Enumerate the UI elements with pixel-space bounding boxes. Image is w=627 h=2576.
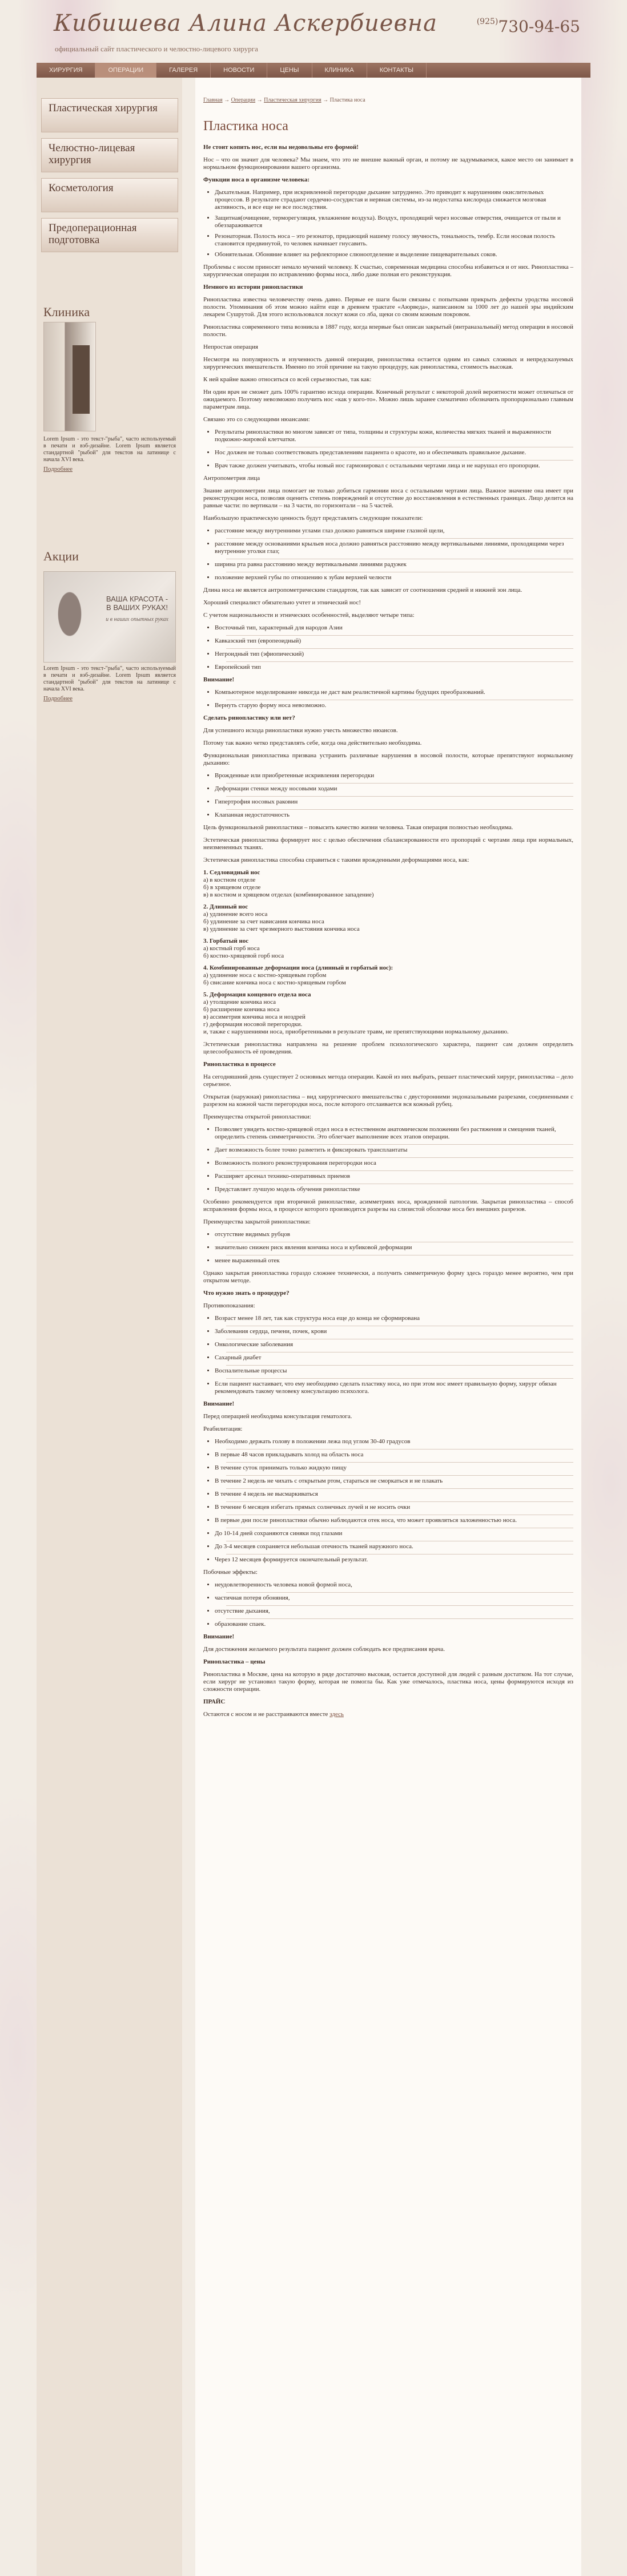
actions-text: Lorem Ipsum - это текст-"рыба", часто используемый в печати и вэб-дизайне. Lorem Ipsum является стандартной "рыбой" для текстов на латинице с начала XVI века. [43,665,176,692]
section-heading: Сделать ринопластику или нет? [203,714,295,721]
paragraph: Особенно рекомендуется при вторичной ринопластике, асимметриях носа, врожденной патологии. Закрытая ринопластика – способ исправления формы носа, в процессе которого производятся разрезы на слизистой оболочке носа без внешних разрезов. [203,1198,573,1213]
list [215,689,573,709]
list [215,1126,573,1193]
deformation-line: б) свисание кончика носа с костно-хрящевым горбом [203,979,346,986]
list-item: • Защитная(очищение, терморегуляция, увлажнение воздуха). Воздух, проходящий через носовые отверстия, очищается от пыли и обеззараживается [215,215,573,229]
closing-link[interactable]: здесь [329,1711,344,1718]
list [215,624,573,671]
phone-digits: 730-94-65 [498,17,580,36]
list-item: • отсутствие видимых рубцов [215,1231,573,1238]
deformation-line: 3. Горбатый нос [203,938,249,944]
paragraph: Побочные эффекты: [203,1569,258,1576]
list-divider [226,809,573,810]
section-heading: Что нужно знать о процедуре? [203,1290,290,1297]
site-title[interactable]: Кибишева Алина Аскербиевна [54,10,437,37]
list-divider [226,1501,573,1502]
clinic-heading: Клиника [43,305,90,319]
deformation-line: 1. Седловидный нос [203,869,260,876]
list-divider [226,661,573,662]
paragraph: С учетом национальности и этнических особенностей, выделяют четыре типа: [203,612,415,619]
lead: Не стоит копить нос, если вы недовольны его формой! [203,144,359,151]
list-item: • Заболевания сердца, печени, почек, крови [215,1328,573,1335]
list-item: • В первые дни после ринопластики обычно наблюдаются отек носа, что может проявляться заложенностью носа. [215,1517,573,1524]
paragraph: Наибольшую практическую ценность будут представлять следующие показатели: [203,515,423,522]
deformation-line [203,899,573,903]
breadcrumb: Главная → Операции → Пластическая хирургия → Пластика носа [203,97,365,103]
list-item: • Восточный тип, характерный для народов Азии [215,624,573,632]
paragraph: Знание антропометрии лица помогает не только добиться гармонии носа с остальными чертами лица. Важное значение она имеет при реконструкции носа, позволяя оценить степень повреждений и отсутствие до восстановления в естественных границах. Лицо делится на равные части: по вертикали – на 3 части, по горизонтали – на 5 частей. [203,487,573,509]
clinic-text: Lorem Ipsum - это текст-"рыба", часто используемый в печати и вэб-дизайне. Lorem Ipsum является стандартной "рыбой" для текстов на латинице с начала XVI века. [43,436,176,463]
paragraph: Реабилитация: [203,1426,243,1432]
deformation-line: и, также с нарушениями носа, приобретенными в результате травм, не препятствующими нормальному дыханию. [203,1028,509,1035]
list-item: • ширина рта равна расстоянию между вертикальными линиями радужек [215,561,573,568]
list-divider [226,1475,573,1476]
breadcrumb-plastic[interactable]: Пластическая хирургия [264,97,321,103]
phone-code: (925) [476,17,499,26]
paragraph: Потому так важно четко представлять себе, когда она действительно необходима. [203,740,422,746]
breadcrumb-current: Пластика носа [329,97,365,103]
paragraph: Перед операцией необходима консультация гематолога. [203,1413,352,1420]
price-heading: ПРАЙС [203,1698,226,1705]
deformation-line: б) костно-хрящевой горб носа [203,952,284,959]
list-divider [226,1157,573,1158]
paragraph: Однако закрытая ринопластика гораздо сложнее технически, а получить симметричную форму здесь гораздо менее вероятно, чем при открытом методе. [203,1270,573,1284]
deformation-line [203,987,573,991]
list-item: • Резонаторная. Полость носа – это резонатор, придающий нашему голосу звучность, тональность, тембр. Если носовая полость становится предвинутой, то человек начинает гнусавить. [215,233,573,248]
deformation-line: а) в костном отделе [203,877,256,883]
clinic-photo [43,322,96,431]
page-wrapper [37,0,590,2576]
list-item: • В течение 2 недель не чихать с открытым ртом, стараться не сморкаться и не плакать [215,1477,573,1485]
nav-prices[interactable]: ЦЕНЫ [267,63,312,78]
paragraph: Противопоказания: [203,1302,255,1309]
nav-clinic[interactable]: КЛИНИКА [312,63,367,78]
nav-contacts[interactable]: КОНТАКТЫ [367,63,427,78]
list-item: • В течение 6 месяцев избегать прямых солнечных лучей и не носить очки [215,1504,573,1511]
list-item: • Расширяет арсенал технико-оперативных приемов [215,1173,573,1180]
list-item: • Воспалительные процессы [215,1367,573,1375]
list-divider [226,1144,573,1145]
deformation-line [203,933,573,938]
list-divider [226,1605,573,1606]
list [215,527,573,582]
section-heading: Внимание! [203,1633,235,1640]
section-heading: Ринопластика – цены [203,1658,266,1665]
paragraph: Хороший специалист обязательно учтет и этнический нос! [203,599,361,606]
list-item: • Необходимо держать голову в положении лежа под углом 30-40 градусов [215,1438,573,1446]
paragraph: Эстетическая ринопластика формирует нос с целью обеспечения сбалансированности его пропорций с чертами лица при нормальных, неизмененных тканях. [203,837,573,851]
promo-banner[interactable] [43,571,176,663]
list-item: • Кавказский тип (европеоидный) [215,637,573,645]
paragraph: Ринопластика современного типа возникла в 1887 году, когда впервые был описан закрытый (интраназальный) метод операции в носовой полости. [203,324,573,338]
main-content [195,78,581,2576]
deformation-line: а) костный горб носа [203,945,260,952]
deformation-line: в) в костном и хрящевом отделах (комбинированное западение) [203,891,374,898]
section-heading: Функции носа в организме человека: [203,176,310,183]
deformation-line: в) удлинение за счет чрезмерного выстояния кончика носа [203,926,360,932]
paragraph: Проблемы с носом приносят немало мучений человеку. К счастью, современная медицина способна избавиться и от них. Ринопластика – хирургическая операция по исправлению формы носа, либо даже полная его реконструкция. [203,264,573,278]
list-divider [226,796,573,797]
deformation-line [203,960,573,964]
deformation-list [203,869,573,1036]
paragraph: На сегодняшний день существует 2 основных метода операции. Какой из них выбрать, решает пластический хирург, ринопластика – дело серьезное. [203,1073,573,1088]
deformation-line: б) расширение кончика носа [203,1006,280,1013]
deformation-line: б) в хрящевом отделе [203,884,261,891]
list-item: • неудовлетворенность человека новой формой носа, [215,1581,573,1589]
closing-text: Остаются с носом и не расстраиваются вместе [203,1711,330,1718]
paragraph: Связано это со следующими нюансами: [203,416,310,423]
list-divider [226,648,573,649]
paragraph: Эстетическая ринопластика направлена на решение проблем психологического характера, пациент сам должен определить целесообразность её проведения. [203,1041,573,1055]
list [215,1438,573,1564]
sidebar-item-maxillofacial[interactable]: Челюстно-лицевая хирургия [41,138,178,172]
paragraph: Цель функциональной ринопластики – повысить качество жизни человека. Такая операция полностью необходима. [203,824,513,831]
promo-subline: и в наших опытных руках [106,616,168,623]
top-nav [37,63,590,78]
closing-paragraph [203,1711,573,1718]
list-item: • Компьютерное моделирование никогда не даст вам реалистичной картины будущих преобразований. [215,689,573,696]
list [215,189,573,259]
list-item: • Сахарный диабет [215,1354,573,1362]
paragraph: Преимущества открытой ринопластики: [203,1113,311,1120]
list-item: • Дыхательная. Например, при искривленной перегородке дыхание затруднено. Это приводит к нарушениям окислительных процессов. В результате страдают сердечно-сосудистая и нервная системы, из-за недостатка кислорода снижается мозговая активность, и все еще не все последствия. [215,189,573,211]
paragraph: Антропометрия лица [203,475,260,482]
paragraph: Для достижения желаемого результата пациент должен соблюдать все предписания врача. [203,1646,445,1653]
list-item: • Врач также должен учитывать, чтобы новый нос гармонировал с остальными чертами лица и не нарушал его пропорции. [215,462,573,470]
list-item: • Через 12 месяцев формируется окончательный результат. [215,1556,573,1564]
sidebar [37,78,182,2576]
list-item: • Онкологические заболевания [215,1341,573,1348]
list-divider [226,1488,573,1489]
list-item: • Европейский тип [215,664,573,671]
phone-number [477,17,580,36]
paragraph: Для успешного исхода ринопластики нужно учесть множество нюансов. [203,727,398,734]
clinic-more-link[interactable]: Подробнее [43,466,73,473]
list-divider [226,538,573,539]
section-heading: Внимание! [203,676,235,683]
list-divider [226,635,573,636]
section-heading: Немного из истории ринопластики [203,284,303,290]
list-divider [226,1365,573,1366]
sidebar-item-cosmetology[interactable]: Косметология [41,178,178,212]
paragraph: Непростая операция [203,344,258,350]
paragraph: Открытая (наружная) ринопластика – вид хирургического вмешательства с двусторонними эндоназальными разрезами, соединенными с разрезом на кожной части перегородки носа, после которого отслаивается вся кожный рубец. [203,1093,573,1108]
list [215,772,573,819]
list-divider [226,1170,573,1171]
list-item: • расстояние между основаниями крыльев носа должно равняться расстоянию между вертикальными линиями, проходящими через внутренние уголки глаз; [215,540,573,555]
clinic-door-image [73,345,90,414]
breadcrumb-operations[interactable]: Операции [231,97,256,103]
deformation-line: в) ассиметрия кончика носа и ноздрей [203,1014,306,1020]
deformation-line: б) удлинение за счет нависания кончика носа [203,918,324,925]
list-item: • Врожденные или приобретенные искривления перегородки [215,772,573,780]
deformation-line: г) деформация носовой перегородки. [203,1021,303,1028]
nav-operations[interactable]: ОПЕРАЦИИ [95,63,156,78]
nav-surgery[interactable]: ХИРУРГИЯ [37,63,95,78]
deformation-line: 5. Деформация концевого отдела носа [203,991,311,998]
bird-image [50,589,90,652]
breadcrumb-home[interactable]: Главная [203,97,223,103]
list-item: • Гипертрофия носовых раковин [215,798,573,806]
list-item: • Вернуть старую форму носа невозможно. [215,702,573,709]
list-item: • частичная потеря обоняния, [215,1594,573,1602]
paragraph: Ни один врач не сможет дать 100% гарантию исхода операции. Конечный результат с некоторой долей вероятности может отличаться от ожидаемого. Поэтому невозможно получить нос «как у кого-то». Можно лишь заранее схематично обозначить пропорционально главным параметрам лица. [203,389,573,410]
list-divider [226,1592,573,1593]
list-divider [226,783,573,784]
sidebar-menu [41,98,178,258]
paragraph: Функциональная ринопластика призвана устранить различные нарушения в носовой полости, которые препятствуют нормальному дыханию: [203,752,573,766]
site-subtitle: официальный сайт пластического и челюстно-лицевого хирурга [55,45,258,53]
paragraph: К ней крайне важно относиться со всей серьезностью, так как: [203,376,372,383]
actions-more-link[interactable]: Подробнее [43,695,73,702]
actions-heading: Акции [43,549,79,563]
article [203,144,573,1723]
list-item: • Обонятельная. Обоняние влияет на рефлекторное слюноотделение и выделение пищеварительных соков. [215,251,573,259]
list-item: • До 10-14 дней сохраняются синяки под глазами [215,1530,573,1537]
list-item: • Результаты ринопластики во многом зависят от типа, толщины и структуры кожи, количества мягких тканей и выраженности подкожно-жировой клетчатки. [215,429,573,443]
list-item: • отсутствие дыхания, [215,1608,573,1615]
paragraph: Ринопластика в Москве, цена на которую в ряде достаточно высокая, остается доступной для людей с разным достатком. На тот случае, если хирург не установил такую форму, которая не помогла бы. Как уже отмечалось, пластика носа, цены формируются исходя из сложности операции. [203,1671,573,1693]
list-item: • положение верхней губы по отношению к зубам верхней челюсти [215,574,573,582]
list-item: • Возраст менее 18 лет, так как структура носа еще до конца не сформирована [215,1315,573,1322]
list [215,1231,573,1265]
paragraph: Эстетическая ринопластика способна справиться с такими врожденными деформациями носа, как: [203,857,469,863]
list-item: • Деформации стенки между носовыми ходами [215,785,573,793]
list-divider [226,1462,573,1463]
list [215,429,573,470]
nav-news[interactable]: НОВОСТИ [211,63,267,78]
list-item: • В течение суток принимать только жидкую пищу [215,1464,573,1472]
list-item: • менее выраженный отек [215,1257,573,1265]
promo-headline: ВАША КРАСОТА - В ВАШИХ РУКАХ! [106,595,168,612]
section-heading: Ринопластика в процессе [203,1061,276,1068]
paragraph: Преимущества закрытой ринопластики: [203,1218,311,1225]
list [215,1315,573,1395]
list-divider [226,1618,573,1619]
list-item: • В течение 4 недель не высмаркиваться [215,1491,573,1498]
deformation-line: а) удлинение всего носа [203,911,268,918]
list-item: • Дает возможность более точно разметить и фиксировать трансплантаты [215,1146,573,1154]
list-divider [226,460,573,461]
list-item: • Возможность полного реконструирования перегородки носа [215,1160,573,1167]
deformation-line: 2. Длинный нос [203,903,248,910]
list-divider [226,1554,573,1555]
list [215,1581,573,1628]
list-item: • Клапанная недостаточность [215,811,573,819]
list-item: • Нос должен не только соответствовать представлениям пациента о красоте, но и обеспечивать правильное дыхание. [215,449,573,457]
nav-gallery[interactable]: ГАЛЕРЕЯ [156,63,211,78]
list-item: • До 3-4 месяцев сохраняется небольшая отечность тканей наружного носа. [215,1543,573,1551]
paragraph: Нос – что он значит для человека? Мы знаем, что это не внешне важный орган, и потому не задумываемся, какое место он занимает в нормальном функционировании вашего организма. [203,156,573,171]
section-heading: Внимание! [203,1400,235,1407]
paragraph: Длина носа не является антропометрическим стандартом, так как зависит от соотношения средней и нижней зон лица. [203,587,522,593]
list-item: • Позволяет увидеть костно-хрящевой отдел носа в естественном анатомическом положении без растяжения и смещения тканей, определить степень симметричности. Это облегчает выполнение всех этапов операции. [215,1126,573,1141]
list-item: • значительно снижен риск явления кончика носа и кубиковой деформации [215,1244,573,1251]
list-item: • образование спаек. [215,1621,573,1628]
deformation-line: а) удлинение носа с костно-хрящевым горбом [203,972,327,979]
list-item: • В первые 48 часов прикладывать холод на область носа [215,1451,573,1459]
list-item: • Негроидный тип (эфиопический) [215,651,573,658]
deformation-line: а) утолщение кончика носа [203,999,276,1006]
sidebar-item-preop[interactable]: Предоперационная подготовка [41,218,178,252]
page-title: Пластика носа [203,119,288,134]
paragraph: Ринопластика известна человечеству очень давно. Первые ее шаги были связаны с попытками прикрыть дефекты уродства носовой полости. Упоминания об этом можно найти еще в древнем трактате «Аюрведа», написанном за 1000 лет до нашей эры индийским лекарем Сушрутой. Для этого использовался лоскут кожи со лба, щеки со своим кожным покровом. [203,296,573,318]
sidebar-item-plastic[interactable]: Пластическая хирургия [41,98,178,132]
deformation-line: 4. Комбинированные деформации носа (длинный и горбатый нос): [203,964,393,971]
list-item: • Представляет лучшую модель обучения ринопластике [215,1186,573,1193]
list-divider [226,1378,573,1379]
list-item: • расстояние между внутренними углами глаз должно равняться ширине глазной щели, [215,527,573,535]
paragraph: Несмотря на популярность и изученность данной операции, ринопластика остается одним из самых сложных и непредсказуемых хирургических вмешательств. Именно по этой причине на такую процедуру, как ринопластика, стоимость высокая. [203,356,573,370]
list-item: • Если пациент настаивает, что ему необходимо сделать пластику носа, но при этом нос имеет правильную форму, хирург обязан рекомендовать такому человеку консультацию психолога. [215,1380,573,1395]
header [37,0,590,63]
